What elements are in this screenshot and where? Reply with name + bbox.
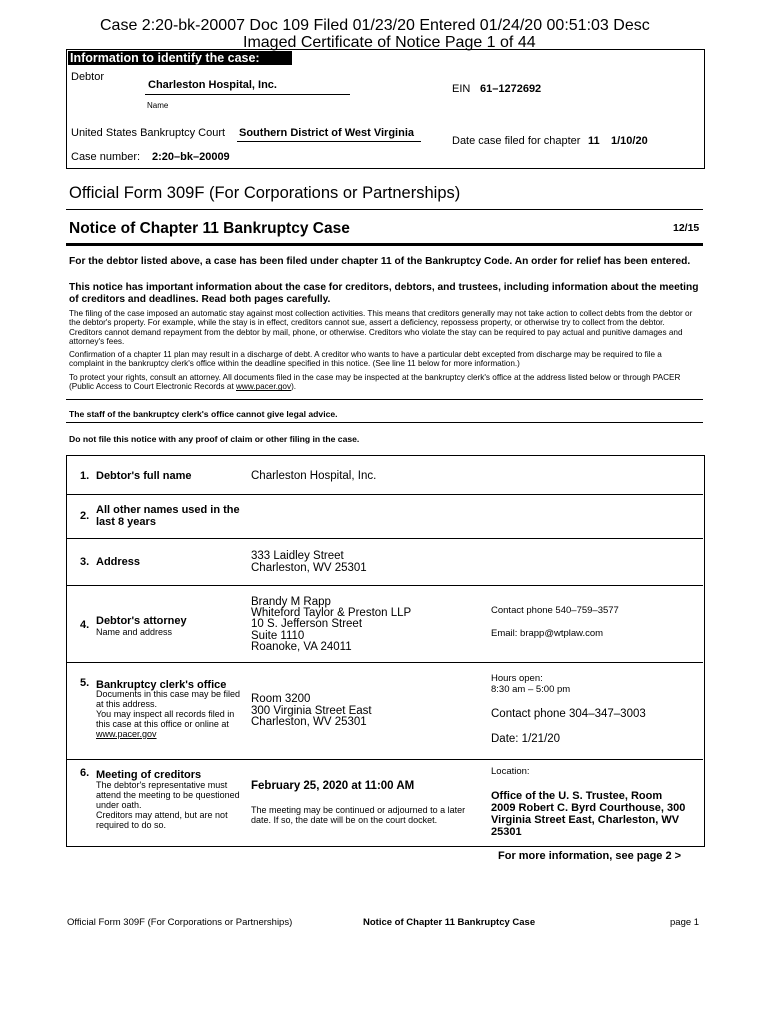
name-caption: Name [147, 101, 169, 110]
row-6-number: 6. [80, 767, 90, 779]
debtor-full-name: Charleston Hospital, Inc. [251, 470, 377, 482]
row-5-number: 5. [80, 677, 90, 689]
clerk-date: Date: 1/21/20 [491, 733, 561, 745]
discharge-paragraph: Confirmation of a chapter 11 plan may result in a discharge of debt. A creditor who wants to have a particular debt excepted from discharge may be required to file a complaint in the bankruptcy clerk's office within the deadline specified in this notice. (See line 11 below for more information.) [69, 350, 662, 369]
date-filed-label: Date case filed for chapter [452, 135, 581, 147]
meeting-datetime: February 25, 2020 at 11:00 AM [251, 780, 415, 792]
meeting-desc-2: attend the meeting to be questioned [96, 790, 240, 800]
clerk-city: Charleston, WV 25301 [251, 716, 367, 728]
location-line-3: Virginia Street East, Charleston, WV [491, 814, 680, 826]
debtor-name-underline [145, 94, 350, 95]
row-divider [66, 494, 703, 495]
debtor-name: Charleston Hospital, Inc. [148, 79, 277, 91]
location-label: Location: [491, 766, 530, 777]
clerk-desc-2: at this address. [96, 699, 158, 709]
row-2-label: All other names used in the [96, 504, 240, 516]
case-number-label: Case number: [71, 151, 141, 163]
notice-title: Notice of Chapter 11 Bankruptcy Case [69, 220, 350, 237]
official-form-title: Official Form 309F (For Corporations or Partnerships) [69, 184, 461, 202]
attorney-name: Brandy M Rapp [251, 596, 331, 608]
attorney-street: 10 S. Jefferson Street [251, 618, 363, 630]
row-3-number: 3. [80, 556, 90, 568]
staff-note: The staff of the bankruptcy clerk's office cannot give legal advice. [69, 409, 338, 419]
case-header-line: Case 2:20-bk-20007 Doc 109 Filed 01/23/20 Entered 01/24/20 00:51:03 Desc [100, 17, 650, 34]
row-3-label: Address [96, 556, 141, 568]
notice-title-rule [66, 243, 703, 246]
clerk-desc-3: You may inspect all records filed in [96, 709, 235, 719]
row-6-label: Meeting of creditors [96, 769, 202, 781]
meeting-desc-3: under oath. [96, 800, 142, 810]
row-4-number: 4. [80, 619, 90, 631]
title-divider [66, 209, 703, 210]
meeting-note-1: The meeting may be continued or adjourned to a later [251, 805, 466, 815]
meeting-desc-1: The debtor's representative must [96, 780, 228, 790]
filing-divider [66, 422, 703, 423]
location-line-1: Office of the U. S. Trustee, Room [491, 790, 663, 802]
debtor-label: Debtor [71, 71, 105, 83]
row-1-number: 1. [80, 470, 90, 482]
hours-value: 8:30 am – 5:00 pm [491, 684, 571, 695]
row-divider [66, 759, 703, 760]
clerk-pacer-link[interactable]: www.pacer.gov [96, 729, 157, 739]
attorney-suite: Suite 1110 [251, 630, 305, 642]
ein-value: 61–1272692 [480, 83, 542, 95]
location-line-2: 2009 Robert C. Byrd Courthouse, 300 [491, 802, 686, 814]
case-number: 2:20–bk–20009 [152, 151, 230, 163]
certificate-header-line: Imaged Certificate of Notice Page 1 of 44 [243, 34, 536, 51]
case-info-header: Information to identify the case: [68, 51, 292, 65]
form-version: 12/15 [673, 222, 700, 234]
clerk-desc-1: Documents in this case may be filed [96, 689, 241, 699]
row-divider [66, 538, 703, 539]
row-divider [66, 662, 703, 663]
staff-divider [66, 399, 703, 400]
row-4-sublabel: Name and address [96, 627, 173, 637]
footer-form-name: Official Form 309F (For Corporations or Partnerships) [67, 917, 293, 928]
location-line-4: 25301 [491, 826, 522, 838]
attorney-phone: Contact phone 540–759–3577 [491, 605, 619, 616]
intro-relief-text: For the debtor listed above, a case has been filed under chapter 11 of the Bankruptcy Code. An order for relief has been entered. [69, 256, 691, 267]
row-2-label-cont: last 8 years [96, 516, 156, 528]
do-not-file-note: Do not file this notice with any proof of claim or other filing in the case. [69, 434, 360, 444]
intro-important-text: This notice has important information about the case for creditors, debtors, and trustees, including information about the meeting of creditors and deadlines. Read both pages carefully. [69, 282, 699, 305]
date-filed: 1/10/20 [611, 135, 648, 147]
row-1-label: Debtor's full name [96, 470, 192, 482]
row-2-number: 2. [80, 510, 90, 522]
attorney-firm: Whiteford Taylor & Preston LLP [251, 607, 412, 619]
footer-notice-title: Notice of Chapter 11 Bankruptcy Case [363, 917, 536, 928]
footer-page-number: page 1 [670, 917, 700, 928]
row-5-label: Bankruptcy clerk's office [96, 679, 227, 691]
court-label: United States Bankruptcy Court [71, 127, 226, 139]
chapter-number: 11 [588, 135, 600, 147]
automatic-stay-paragraph: The filing of the case imposed an automatic stay against most collection activities. This means that creditors generally may not take action to collect debts from the debtor or the debtor's property. For example, while the stay is in effect, creditors cannot sue, assert a deficiency, repossess property, or otherwise try to collect from the debtor. Creditors cannot demand repayment from the debtor by mail, phone, or otherwise. Creditors who violate the stay can be required to pay actual and punitive damages and attorney's fees. [69, 309, 693, 346]
rights-paragraph: To protect your rights, consult an attorney. All documents filed in the case may be inspected at the bankruptcy clerk's office at the address listed below or through PACER (Public Access to Court Electronic Records at www.pacer.gov). [69, 373, 681, 392]
clerk-room: Room 3200 [251, 693, 311, 705]
attorney-email[interactable]: Email: brapp@wtplaw.com [491, 628, 604, 639]
court-underline [237, 141, 421, 142]
hours-label: Hours open: [491, 673, 543, 684]
row-4-label: Debtor's attorney [96, 615, 187, 627]
clerk-phone: Contact phone 304–347–3003 [491, 708, 646, 720]
more-info-link[interactable]: For more information, see page 2 > [498, 850, 682, 862]
clerk-street: 300 Virginia Street East [251, 705, 372, 717]
meeting-note-2: date. If so, the date will be on the court docket. [251, 815, 438, 825]
meeting-desc-5: required to do so. [96, 820, 167, 830]
row-divider [66, 585, 703, 586]
attorney-city: Roanoke, VA 24011 [251, 641, 352, 653]
clerk-desc-4: this case at this office or online at [96, 719, 229, 729]
court-district: Southern District of West Virginia [239, 127, 415, 139]
address-line-1: 333 Laidley Street [251, 550, 344, 562]
address-line-2: Charleston, WV 25301 [251, 562, 367, 574]
pacer-link[interactable]: www.pacer.gov [236, 382, 292, 392]
meeting-desc-4: Creditors may attend, but are not [96, 810, 228, 820]
ein-label: EIN [452, 83, 471, 95]
